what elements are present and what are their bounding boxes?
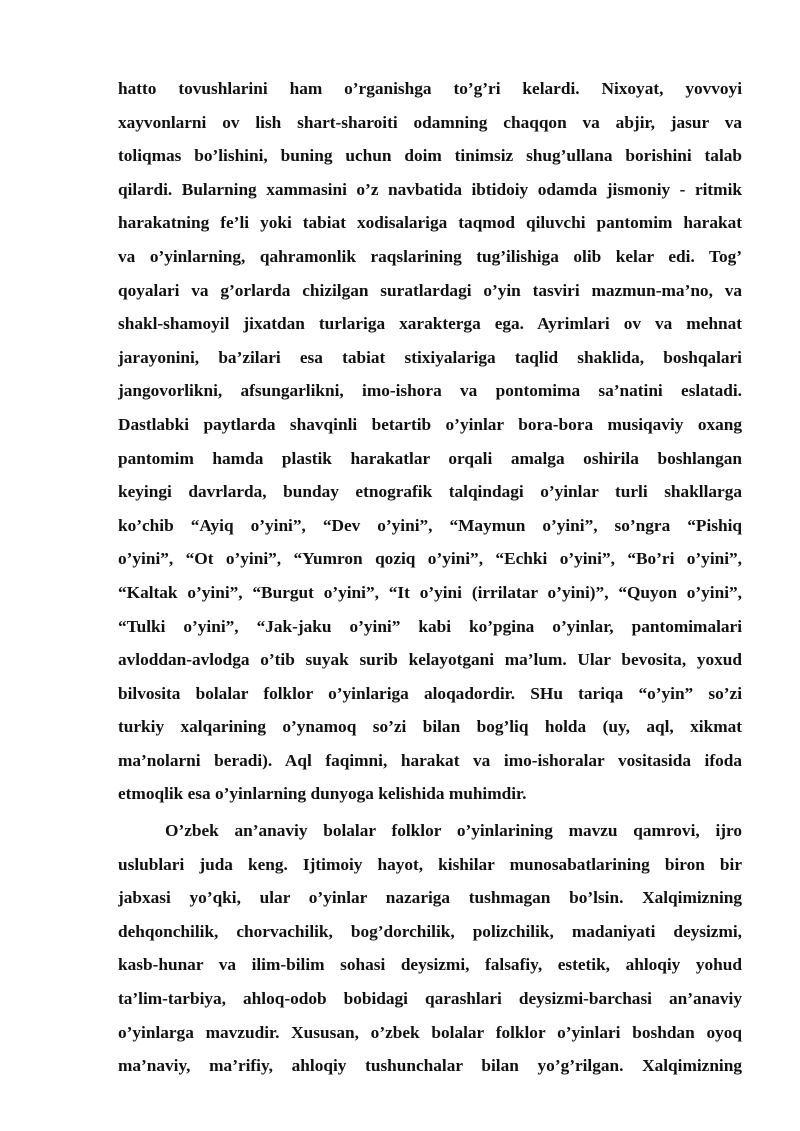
text-line: etmoqlik esa o’yinlarning dunyoga kelishida muhimdir. [118, 784, 527, 804]
text-line: qilardi. Bularning xammasini o’z navbatida ibtidoiy odamda jismoniy - ritmik [118, 179, 742, 199]
text-line: o’yini”, “Ot o’yini”, “Yumron qoziq o’yini”, “Echki o’yini”, “Bo’ri o’yini”, [118, 549, 742, 569]
text-line: o’yinlarga mavzudir. Xususan, o’zbek bolalar folklor o’yinlari boshdan oyoq [118, 1022, 742, 1042]
text-line: Dastlabki paytlarda shavqinli betartib o’yinlar bora-bora musiqaviy oxang [118, 414, 742, 434]
text-line: jarayonini, ba’zilari esa tabiat stixiyalariga taqlid shaklida, boshqalari [118, 347, 742, 367]
text-line: O’zbek an’anaviy bolalar folklor o’yinlarining mavzu qamrovi, ijro [165, 821, 742, 841]
text-line: qoyalari va g’orlarda chizilgan suratlardagi o’yin tasviri mazmun-ma’no, va [118, 280, 742, 300]
text-line: avloddan-avlodga o’tib suyak surib kelayotgani ma’lum. Ular bevosita, yoxud [118, 650, 742, 670]
text-line: “Tulki o’yini”, “Jak-jaku o’yini” kabi ko’pgina o’yinlar, pantomimalari [118, 616, 742, 636]
text-line: ma’nolarni beradi). Aql faqimni, harakat va imo-ishoralar vositasida ifoda [118, 750, 742, 770]
text-line: “Kaltak o’yini”, “Burgut o’yini”, “It o’yini (irrilatar o’yini)”, “Quyon o’yini”, [118, 582, 742, 602]
text-line: keyingi davrlarda, bunday etnografik talqindagi o’yinlar turli shakllarga [118, 482, 742, 502]
text-line: turkiy xalqarining o’ynamoq so’zi bilan bog’liq holda (uy, aql, xikmat [118, 717, 742, 737]
text-line: jangovorlikni, afsungarlikni, imo-ishora va pontomima sa’natini eslatadi. [118, 381, 742, 401]
text-line: ko’chib “Ayiq o’yini”, “Dev o’yini”, “Maymun o’yini”, so’ngra “Pishiq [118, 515, 742, 535]
text-line: pantomim hamda plastik harakatlar orqali amalga oshirila boshlangan [118, 448, 742, 468]
text-line: dehqonchilik, chorvachilik, bog’dorchilik, polizchilik, madaniyati deysizmi, [118, 921, 742, 941]
paragraph-1 [118, 72, 742, 811]
text-line: ta’lim-tarbiya, ahloq-odob bobidagi qarashlari deysizmi-barchasi an’anaviy [118, 989, 742, 1009]
text-line: toliqmas bo’lishini, buning uchun doim tinimsiz shug’ullana borishini talab [118, 146, 742, 166]
text-line: bilvosita bolalar folklor o’yinlariga aloqadordir. SHu tariqa “o’yin” so’zi [118, 683, 742, 703]
text-line: hatto tovushlarini ham o’rganishga to’g’ri kelardi. Nixoyat, yovvoyi [118, 79, 742, 98]
document-body [118, 72, 742, 1083]
text-line: kasb-hunar va ilim-bilim sohasi deysizmi, falsafiy, estetik, ahloqiy yohud [118, 955, 742, 975]
text-line: harakatning fe’li yoki tabiat xodisalariga taqmod qiluvchi pantomim harakat [118, 213, 742, 233]
text-line: xayvonlarni ov lish shart-sharoiti odamning chaqqon va abjir, jasur va [118, 112, 742, 132]
text-line: ma’naviy, ma’rifiy, ahloqiy tushunchalar bilan yo’g’rilgan. Xalqimizning [118, 1056, 742, 1076]
text-line: shakl-shamoyil jixatdan turlariga xarakterga ega. Ayrimlari ov va mehnat [118, 314, 742, 334]
paragraph-2 [118, 814, 742, 1083]
text-line: uslublari juda keng. Ijtimoiy hayot, kishilar munosabatlarining biron bir [118, 854, 742, 874]
text-line: jabxasi yo’qki, ular o’yinlar nazariga tushmagan bo’lsin. Xalqimizning [118, 888, 742, 908]
text-line: va o’yinlarning, qahramonlik raqslarining tug’ilishiga olib kelar edi. Tog’ [118, 246, 742, 266]
